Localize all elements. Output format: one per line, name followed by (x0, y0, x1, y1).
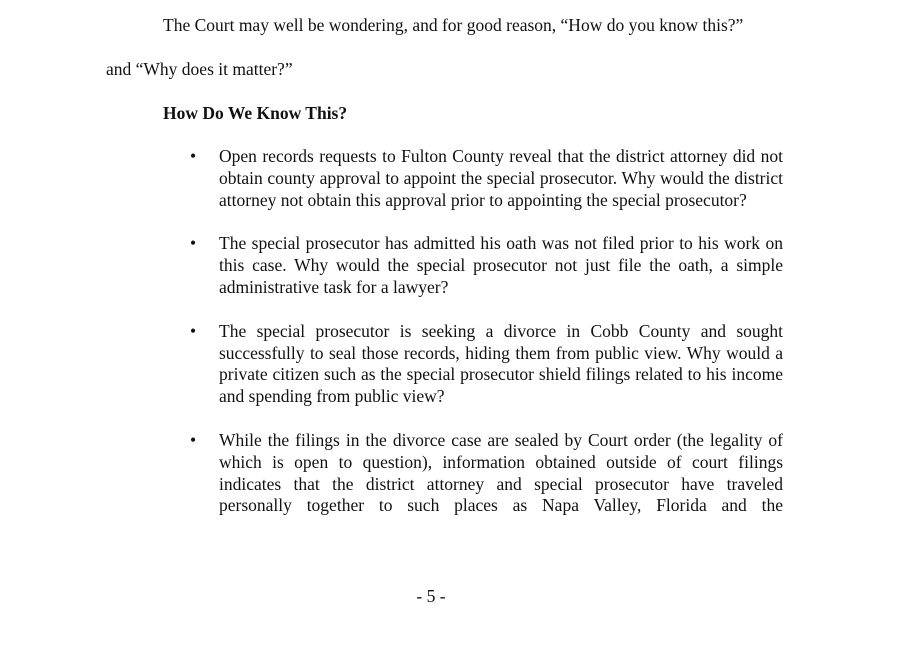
bullet-list (190, 146, 783, 539)
section-heading: How Do We Know This? (163, 103, 348, 123)
bullet-text: Open records requests to Fulton County reveal that the district attorney did not obtain county approval to appoint the special prosecutor. Why would the district attorney not obtain this approval prior to appointing the special prosecutor? (219, 146, 783, 210)
bullet-text: The special prosecutor is seeking a divorce in Cobb County and sought successfully to seal those records, hiding them from public view. Why would a private citizen such as the special prosecutor shield filings related to his income and spending from public view? (219, 320, 783, 407)
bullet-text: While the filings in the divorce case are sealed by Court order (the legality of which is open to question), information obtained outside of court filings indicates that the district attorney and special prosecutor have traveled personally together to such places as Napa Valley, Florida and the (219, 429, 783, 516)
bullet-dot-icon: • (190, 146, 197, 166)
intro-paragraph-line-1: The Court may well be wondering, and for good reason, “How do you know this?” (163, 15, 744, 35)
bullet-text: The special prosecutor has admitted his oath was not filed prior to his work on this case. Why would the special prosecutor not just file the oath, a simple administrative task for a lawyer? (219, 233, 783, 297)
bullet-item (190, 146, 783, 211)
intro-paragraph-line-2: and “Why does it matter?” (106, 59, 293, 79)
bullet-item (190, 430, 783, 517)
bullet-dot-icon: • (190, 429, 197, 450)
bullet-dot-icon: • (190, 320, 197, 341)
bullet-item (190, 321, 783, 408)
bullet-item (190, 233, 783, 298)
page-number: - 5 - (416, 586, 446, 606)
bullet-dot-icon: • (190, 233, 197, 254)
